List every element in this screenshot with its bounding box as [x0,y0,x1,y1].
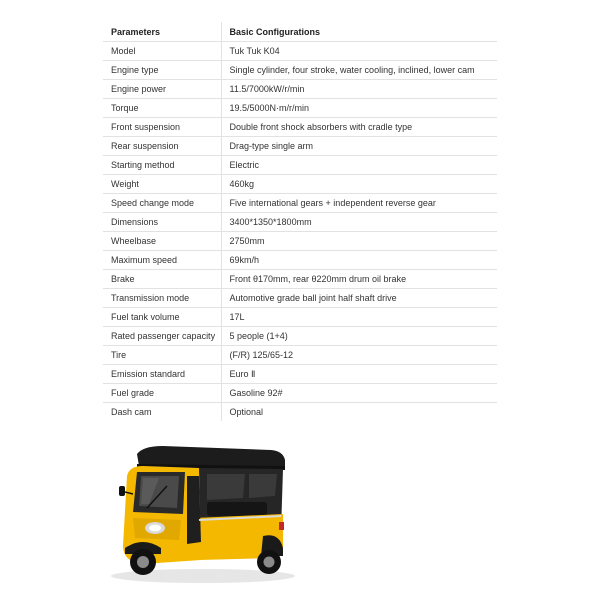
table-row [103,365,497,384]
table-row [103,346,497,365]
param-cell: Brake [103,270,221,289]
value-cell: 460kg [221,175,497,194]
param-cell: Speed change mode [103,194,221,213]
value-cell: 5 people (1+4) [221,327,497,346]
param-cell: Torque [103,99,221,118]
value-cell: Optional [221,403,497,422]
table-row [103,403,497,422]
table-header-row [103,22,497,42]
value-cell: 69km/h [221,251,497,270]
table-row [103,384,497,403]
param-cell: Model [103,42,221,61]
header-basic-configurations: Basic Configurations [221,22,497,42]
table-row [103,137,497,156]
table-row [103,232,497,251]
table-row [103,289,497,308]
value-cell: Euro Ⅱ [221,365,497,384]
value-cell: Tuk Tuk K04 [221,42,497,61]
param-cell: Rear suspension [103,137,221,156]
value-cell: Five international gears + independent reverse gear [221,194,497,213]
param-cell: Dash cam [111,407,152,417]
value-cell: 17L [221,308,497,327]
value-cell: Gasoline 92# [221,384,497,403]
param-cell: Tire [103,346,221,365]
table-row [103,213,497,232]
value-cell: Automotive grade ball joint half shaft drive [221,289,497,308]
value-cell: Single cylinder, four stroke, water cooling, inclined, lower cam [221,61,497,80]
table-row [103,308,497,327]
param-cell: Weight [103,175,221,194]
param-cell: Fuel grade [103,384,221,403]
param-cell: Engine type [103,61,221,80]
table-row [103,156,497,175]
param-cell: Wheelbase [103,232,221,251]
value-cell: Electric [221,156,497,175]
table-row [103,80,497,99]
param-cell: Emission standard [103,365,221,384]
value-cell: (F/R) 125/65-12 [221,346,497,365]
param-cell: Maximum speed [103,251,221,270]
spec-table [103,22,497,421]
table-row [103,327,497,346]
table-row [103,194,497,213]
table-row [103,175,497,194]
param-cell: Starting method [103,156,221,175]
tuk-tuk-illustration [103,436,303,588]
table-row [103,42,497,61]
value-cell: 19.5/5000N·m/r/min [221,99,497,118]
value-cell: 11.5/7000kW/r/min [221,80,497,99]
header-parameters: Parameters [103,22,221,42]
table-row [103,251,497,270]
table-row [103,118,497,137]
table-row [103,99,497,118]
param-cell: Transmission mode [103,289,221,308]
table-row [103,270,497,289]
value-cell: Front θ170mm, rear θ220mm drum oil brake [221,270,497,289]
tuk-tuk-image [103,436,303,588]
param-cell: Engine power [103,80,221,99]
param-cell: Dimensions [103,213,221,232]
value-cell: Double front shock absorbers with cradle type [221,118,497,137]
value-cell: 2750mm [221,232,497,251]
param-cell: Rated passenger capacity [103,327,221,346]
param-cell: Front suspension [103,118,221,137]
value-cell: 3400*1350*1800mm [221,213,497,232]
param-cell: Fuel tank volume [103,308,221,327]
value-cell: Drag-type single arm [221,137,497,156]
table-row [103,61,497,80]
